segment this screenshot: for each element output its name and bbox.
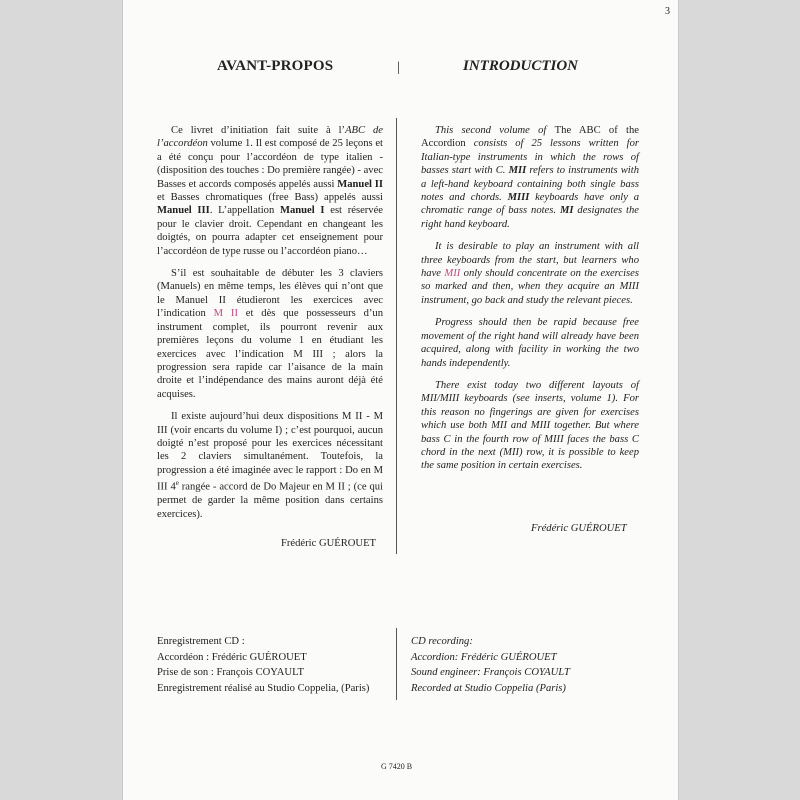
credits-fr-line: Prise de son : François COYAULT (157, 667, 305, 678)
signature-fr: Frédéric GUÉROUET (281, 538, 377, 549)
book-title-fr: ABC de l’accordéon (157, 125, 384, 150)
french-paragraph-3: Il existe aujourd’hui deux dispositions M II - M III (voir encarts du volume I) ; c’est pourquoi, aucun doigté n’est proposé pour les exercices nécessitant les 2 claviers simultanément. Toutefois, la progression a été imaginée avec le rapport : Do en M III 4e rangée - accord de Do Majeur en M II ; (ce qui permet de garder la même position dans certains exercices). (157, 411, 383, 520)
english-paragraph-3: Progress should then be rapid because free movement of the right hand will already have been acquired, along with facility in working the two hands independently. (421, 317, 639, 369)
credits-fr-line: Enregistrement CD : (157, 636, 245, 647)
heading-introduction: INTRODUCTION (463, 58, 579, 74)
credits-fr-line: Accordéon : Frédéric GUÉROUET (157, 651, 307, 663)
english-paragraph-1: This second volume of The ABC of the Accordion consists of 25 lessons written for Italian-type instruments in which the rows of basses start with C. MII refers to instruments with a left-hand keyboard containing both single bass notes and chords. MIII keyboards have only a chromatic range of bass notes. MI designates the right hand keyboard. (421, 125, 639, 230)
book-title-en: The ABC of the Accordion (421, 125, 639, 150)
credits-en-line: CD recording: (411, 636, 473, 647)
english-paragraph-2: It is desirable to play an instrument with all three keyboards from the start, but learners who have MII only should concentrate on the exercises so marked and then, when they acquire an MIII instrument, go back and study the relevant pieces. (421, 241, 639, 306)
credits-divider (396, 628, 397, 700)
french-paragraph-1: Ce livret d’initiation fait suite à l’ABC de l’accordéon volume 1. Il est composé de 25 leçons et a été conçu pour l’accordéon de type italien - (disposition des touches : Do première rangée) - avec Basses et accords composés appelés aussi Manuel II et Basses chromatiques (free Bass) appelés aussi Manuel III. L’appellation Manuel I est réservée pour le clavier droit. Cependant en changeant les doigtés, on pourra adapter cet enseignement pour l’accordéon de type russe ou l’accordéon piano… (157, 125, 384, 257)
credits-french (157, 634, 369, 696)
mii-highlight-en: MII (444, 268, 461, 280)
french-paragraph-2: S’il est souhaitable de débuter les 3 claviers (Manuels) en même temps, les élèves qui n’ont que le Manuel II étudieront les exercices avec l’indication M II et dès que possesseurs d’un instrument complet, ils pourront revenir aux premières leçons du volume 1 en étudiant les exercices avec l’indication M III ; alors la progression sera rapide car l’aisance de la main droite et l’indépendance des mains auront déjà été acquises. (157, 268, 384, 400)
credits-en-line: Accordion: Frédéric GUÉROUET (411, 651, 557, 663)
credits-en-line: Recorded at Studio Coppelia (Paris) (411, 682, 566, 694)
column-divider (396, 118, 397, 554)
french-text (157, 124, 383, 530)
credits-fr-line: Enregistrement réalisé au Studio Coppelia, (Paris) (157, 682, 370, 694)
signature-en: Frédéric GUÉROUET (531, 523, 627, 534)
page-sheet (122, 0, 679, 800)
credits-english (411, 634, 570, 696)
credits-en-line: Sound engineer: François COYAULT (411, 667, 570, 678)
heading-separator: | (397, 60, 400, 75)
catalogue-code: G 7420 B (381, 762, 413, 771)
mii-highlight-fr: M II (213, 308, 238, 320)
english-text (421, 124, 639, 482)
english-paragraph-4: There exist today two different layouts of MII/MIII keyboards (see inserts, volume 1). For this reason no fingerings are given for exercises which use both MII and MIII together. But where bass C in the fourth row of MIII faces the bass C chord in the next (MII) row, it is possible to keep the same position in certain exercises. (421, 379, 639, 472)
heading-avant-propos: AVANT-PROPOS (217, 58, 334, 74)
page-number: 3 (665, 6, 670, 17)
